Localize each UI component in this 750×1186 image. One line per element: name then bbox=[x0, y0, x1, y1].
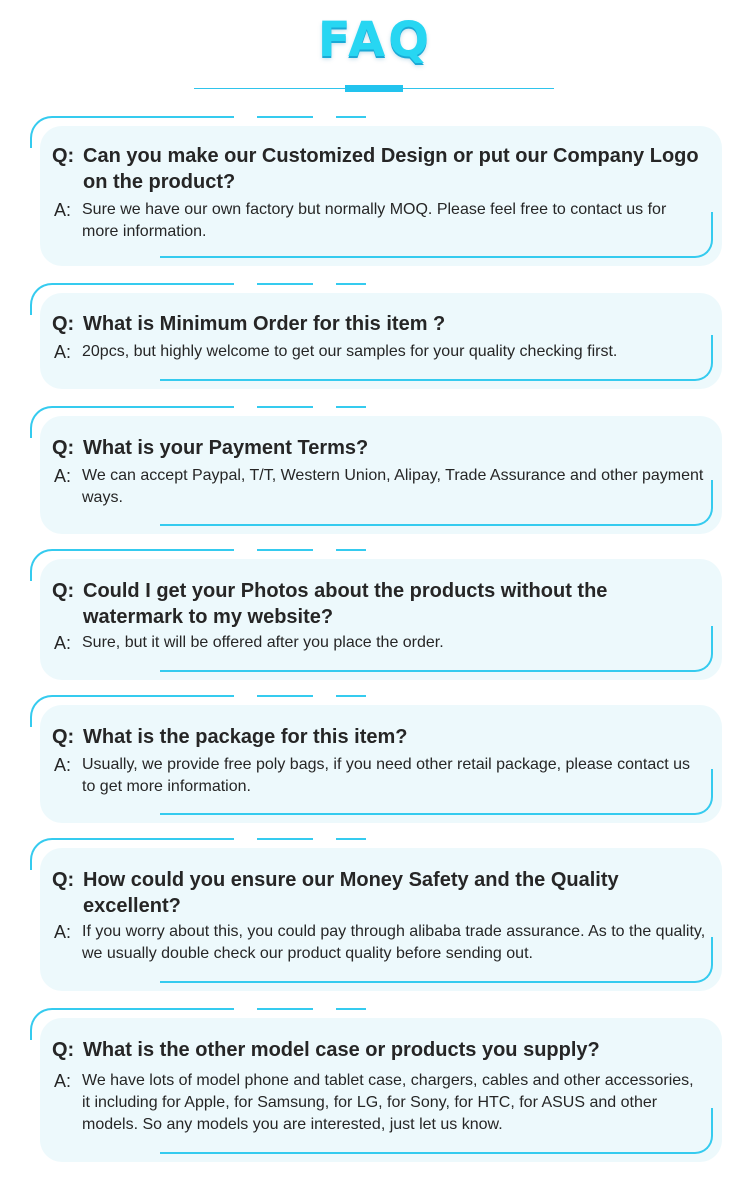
answer-prefix: A: bbox=[54, 755, 72, 775]
decor-corner-line bbox=[30, 549, 62, 581]
decor-top-line bbox=[58, 283, 234, 285]
answer-text: We can accept Paypal, T/T, Western Union, Alipay, Trade Assurance and other payment ways. bbox=[82, 467, 704, 506]
faq-item bbox=[0, 549, 750, 680]
decor-corner-line bbox=[30, 406, 62, 438]
question-text: What is your Payment Terms? bbox=[83, 437, 369, 459]
answer-prefix: A: bbox=[54, 466, 72, 486]
decor-bottom-line bbox=[160, 670, 674, 672]
decor-top-line bbox=[257, 406, 313, 408]
decor-top-line bbox=[336, 838, 366, 840]
decor-top-line bbox=[58, 549, 234, 551]
faq-question bbox=[52, 435, 710, 461]
decor-top-line bbox=[58, 406, 234, 408]
faq-question bbox=[52, 578, 710, 630]
faq-item bbox=[0, 695, 750, 823]
decor-top-line bbox=[58, 838, 234, 840]
decor-top-line bbox=[336, 116, 366, 118]
decor-top-line bbox=[257, 838, 313, 840]
answer-text: Usually, we provide free poly bags, if you need other retail package, please contact us to get more information. bbox=[82, 756, 691, 795]
decor-top-line bbox=[58, 1008, 234, 1010]
decor-corner-line bbox=[30, 838, 62, 870]
answer-prefix: A: bbox=[54, 633, 72, 653]
decor-top-line bbox=[257, 1008, 313, 1010]
decor-top-line bbox=[336, 549, 366, 551]
question-prefix: Q: bbox=[52, 145, 75, 167]
answer-text: 20pcs, but highly welcome to get our samples for your quality checking first. bbox=[82, 343, 618, 360]
decor-bottom-line bbox=[160, 1152, 674, 1154]
question-text: How could you ensure our Money Safety and the Quality excellent? bbox=[83, 869, 619, 917]
question-text: What is Minimum Order for this item ? bbox=[83, 313, 446, 335]
decor-top-line bbox=[336, 1008, 366, 1010]
faq-answer bbox=[54, 465, 706, 509]
question-prefix: Q: bbox=[52, 313, 75, 335]
decor-corner-line bbox=[30, 1008, 62, 1040]
answer-text: If you worry about this, you could pay through alibaba trade assurance. As to the quality, we usually double check our product quality before sending out. bbox=[82, 923, 706, 962]
faq-answer bbox=[54, 921, 706, 965]
decor-top-line bbox=[257, 283, 313, 285]
question-text: What is the package for this item? bbox=[83, 726, 408, 748]
page-title: FAQ bbox=[317, 12, 433, 68]
decor-top-line bbox=[257, 116, 313, 118]
decor-top-line bbox=[58, 116, 234, 118]
decor-top-line bbox=[58, 695, 234, 697]
answer-prefix: A: bbox=[54, 922, 72, 942]
faq-item bbox=[0, 1008, 750, 1162]
faq-answer bbox=[54, 632, 706, 654]
faq-question bbox=[52, 311, 710, 337]
faq-item bbox=[0, 283, 750, 389]
faq-item bbox=[0, 838, 750, 991]
question-prefix: Q: bbox=[52, 437, 75, 459]
answer-prefix: A: bbox=[54, 200, 72, 220]
faq-answer bbox=[54, 341, 706, 363]
faq-question bbox=[52, 724, 710, 750]
faq-answer bbox=[54, 754, 706, 798]
question-text: Could I get your Photos about the products without the watermark to my website? bbox=[83, 580, 608, 628]
question-prefix: Q: bbox=[52, 869, 75, 891]
faq-question bbox=[52, 143, 710, 195]
decor-bottom-line bbox=[160, 256, 674, 258]
decor-bottom-line bbox=[160, 379, 674, 381]
faq-question bbox=[52, 867, 710, 919]
answer-text: Sure we have our own factory but normally MOQ. Please feel free to contact us for more information. bbox=[82, 201, 667, 240]
decor-bottom-line bbox=[160, 524, 674, 526]
decor-top-line bbox=[336, 283, 366, 285]
answer-text: We have lots of model phone and tablet case, chargers, cables and other accessories, it including for Apple, for Samsung, for LG, for Sony, for HTC, for ASUS and other models. So any models you are interested, just let us know. bbox=[82, 1072, 694, 1133]
question-text: Can you make our Customized Design or put our Company Logo on the product? bbox=[83, 145, 699, 193]
question-prefix: Q: bbox=[52, 580, 75, 602]
decor-top-line bbox=[257, 549, 313, 551]
decor-top-line bbox=[336, 695, 366, 697]
question-prefix: Q: bbox=[52, 1039, 75, 1061]
faq-item bbox=[0, 406, 750, 534]
decor-top-line bbox=[336, 406, 366, 408]
answer-prefix: A: bbox=[54, 342, 72, 362]
faq-header bbox=[0, 0, 750, 110]
faq-answer bbox=[54, 1070, 706, 1136]
decor-bottom-line bbox=[160, 981, 674, 983]
faq-question bbox=[52, 1037, 710, 1063]
answer-prefix: A: bbox=[54, 1071, 72, 1091]
title-divider-accent bbox=[345, 85, 403, 92]
question-text: What is the other model case or products you supply? bbox=[83, 1039, 600, 1061]
answer-text: Sure, but it will be offered after you place the order. bbox=[82, 634, 444, 651]
faq-answer bbox=[54, 199, 706, 243]
faq-item bbox=[0, 116, 750, 266]
question-prefix: Q: bbox=[52, 726, 75, 748]
decor-bottom-line bbox=[160, 813, 674, 815]
decor-top-line bbox=[257, 695, 313, 697]
decor-corner-line bbox=[30, 695, 62, 727]
